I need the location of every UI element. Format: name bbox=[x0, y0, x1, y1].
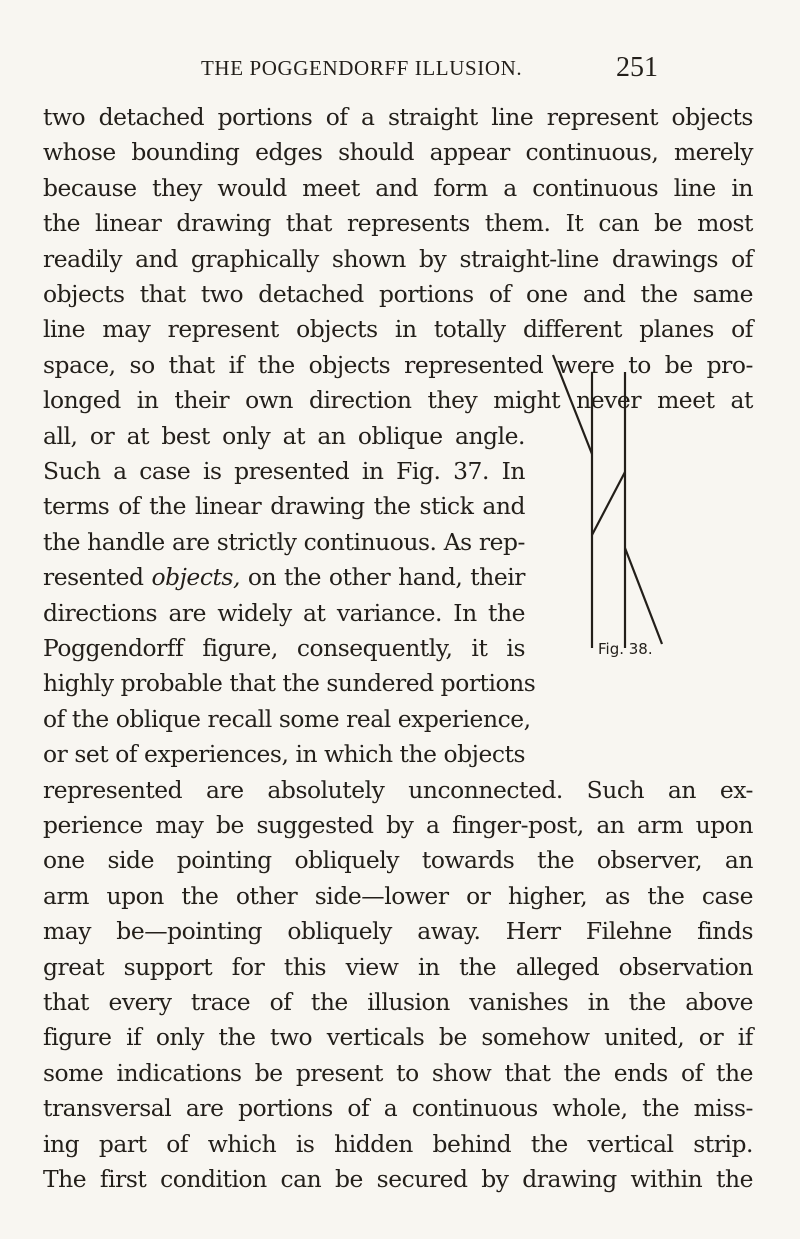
text-line: objects that two detached portions of one and the same bbox=[43, 279, 753, 308]
text-line: because they would meet and form a continuous line in bbox=[43, 173, 753, 202]
text-line: perience may be suggested by a finger-post, an arm upon bbox=[43, 810, 753, 839]
paragraph-beside-figure bbox=[43, 419, 536, 773]
text-line: may be—pointing obliquely away. Herr Filehne finds bbox=[43, 917, 753, 946]
text-line: Poggendorff figure, consequently, it is bbox=[43, 633, 525, 662]
text-line: space, so that if the objects represented were to be pro- bbox=[43, 350, 753, 379]
text-line: two detached portions of a straight line represent objects bbox=[43, 103, 753, 131]
text-line: directions are widely at variance. In the bbox=[43, 598, 525, 627]
running-head: THE POGGENDORFF ILLUSION. bbox=[201, 56, 523, 80]
figure-caption: Fig. 38. bbox=[598, 640, 653, 658]
text-line: arm upon the other side—lower or higher, as the case bbox=[43, 881, 753, 910]
italic-word: objects, bbox=[151, 563, 240, 592]
text-line: ing part of which is hidden behind the vertical strip. bbox=[43, 1129, 753, 1158]
text-line: readily and graphically shown by straight-line drawings of bbox=[43, 244, 753, 273]
text-line: that every trace of the illusion vanishes in the above bbox=[43, 987, 753, 1016]
text-line: line may represent objects in totally different planes of bbox=[43, 315, 753, 344]
text-line-with-italic bbox=[43, 560, 525, 595]
poggendorff-figure bbox=[548, 350, 683, 660]
text-line: figure if only the two verticals be somehow united, or if bbox=[43, 1023, 753, 1052]
page-header bbox=[0, 52, 800, 86]
text-line: one side pointing obliquely towards the observer, an bbox=[43, 846, 753, 875]
text-line: The first condition can be secured by drawing within the bbox=[43, 1164, 753, 1193]
text-line: longed in their own direction they might never meet at bbox=[43, 386, 753, 415]
text-line: terms of the linear drawing the stick and bbox=[43, 492, 525, 521]
oblique-middle bbox=[592, 472, 625, 535]
oblique-upper-left bbox=[553, 355, 592, 454]
page-number: 251 bbox=[616, 52, 658, 83]
text-line: great support for this view in the alleged observation bbox=[43, 952, 753, 981]
text-line: all, or at best only at an oblique angle. bbox=[43, 421, 525, 450]
text-fragment: on the other hand, their bbox=[239, 563, 525, 592]
text-line: whose bounding edges should appear continuous, merely bbox=[43, 138, 753, 167]
text-line: transversal are portions of a continuous whole, the miss- bbox=[43, 1094, 753, 1123]
text-line: represented are absolutely unconnected. Such an ex- bbox=[43, 775, 753, 804]
oblique-lower-right bbox=[625, 548, 662, 644]
text-fragment: resented bbox=[43, 563, 152, 592]
text-line: Such a case is presented in Fig. 37. In bbox=[43, 456, 525, 485]
text-line: the handle are strictly continuous. As rep- bbox=[43, 527, 525, 556]
paragraph-bottom bbox=[43, 773, 753, 1198]
text-line: highly probable that the sundered portions bbox=[43, 669, 536, 698]
text-line: or set of experiences, in which the objects bbox=[43, 740, 525, 769]
text-line: the linear drawing that represents them. It can be most bbox=[43, 209, 753, 238]
text-line: of the oblique recall some real experience, bbox=[43, 704, 531, 733]
text-line: some indications be present to show that the ends of the bbox=[43, 1058, 753, 1087]
